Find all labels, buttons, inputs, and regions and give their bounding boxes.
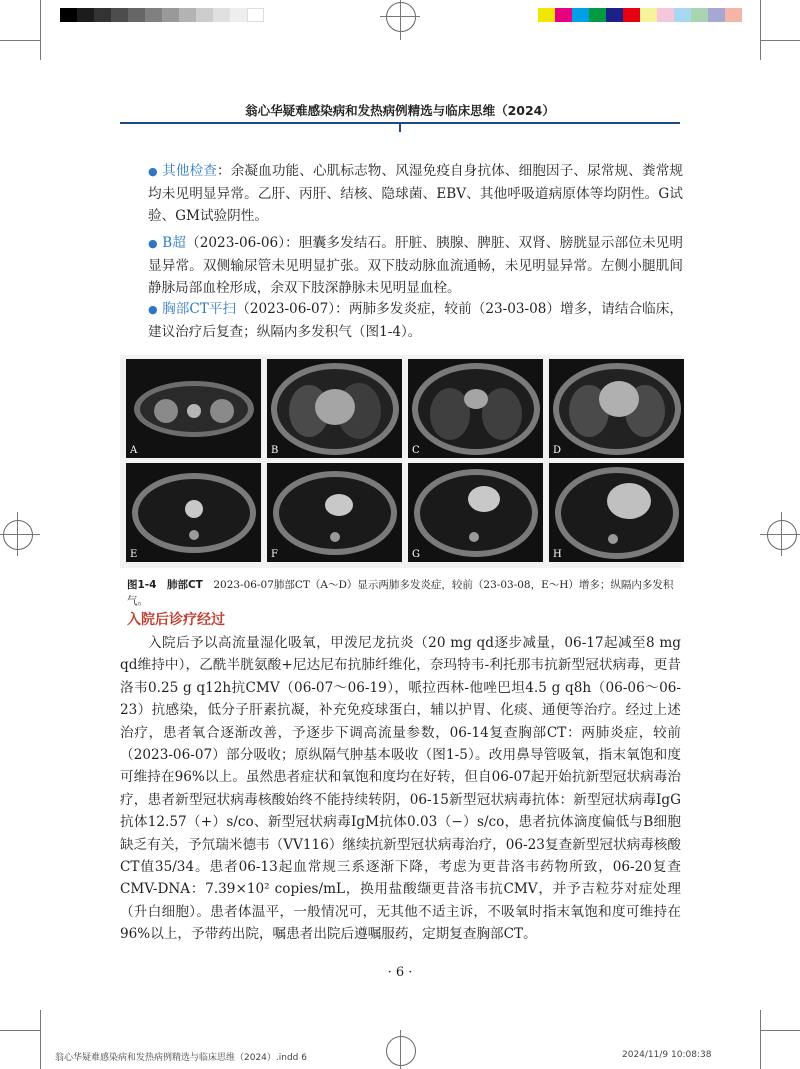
registration-mark-line [400, 1030, 401, 1069]
registration-mark-line [17, 512, 18, 556]
crop-mark [40, 0, 41, 60]
registration-mark [767, 520, 797, 550]
ct-panel-b [267, 359, 402, 458]
header-tick [399, 123, 401, 132]
footer-timestamp: 2024/11/9 10:08:38 [622, 1050, 712, 1060]
crop-mark [760, 1010, 761, 1069]
registration-mark-line [0, 534, 40, 535]
registration-mark [3, 520, 33, 550]
footer-file-info: 翁心华疑难感染病和发热病例精选与临床思维（2024）.indd 6 [55, 1053, 307, 1063]
figure-caption-text: 2023-06-07肺部CT（A～D）显示两肺多发炎症，较前（23-03-08，E～H）增多；纵隔内多发积气。 [127, 579, 674, 607]
crop-mark [0, 1030, 40, 1031]
grayscale-calibration-bar [60, 8, 264, 22]
crop-mark [760, 0, 761, 60]
panel-label: B [271, 445, 279, 456]
registration-mark-line [400, 0, 401, 40]
figure-caption-label: 图1-4 肺部CT [127, 579, 203, 591]
color-calibration-bar [538, 8, 742, 22]
exam-paragraph-ultrasound [148, 232, 683, 299]
ct-panel-c [408, 359, 543, 458]
panel-label: F [271, 549, 278, 560]
exam-paragraph-chest-ct [148, 298, 683, 343]
registration-mark [386, 1036, 416, 1066]
ct-figure [120, 355, 682, 568]
section-heading: 入院后诊疗经过 [127, 612, 225, 628]
crop-mark [760, 40, 800, 41]
exam-paragraph-other [148, 160, 683, 227]
bullet-icon: ● [148, 237, 158, 250]
panel-label: E [130, 549, 138, 560]
exam-label: 胸部CT平扫 [162, 301, 237, 317]
registration-mark [386, 2, 416, 32]
running-header: 翁心华疑难感染病和发热病例精选与临床思维（2024） [245, 103, 555, 118]
treatment-course-text: 入院后予以高流量湿化吸氧，甲泼尼龙抗炎（20 mg qd逐步减量，06-17起减至8 mg qd维持中），乙酰半胱氨酸+尼达尼布抗肺纤维化，奈玛特韦-利托那韦抗新型冠状病毒，更昔洛韦0.25 g q12h抗CMV（06-07～06-19），哌拉西林-他唑巴坦4.5 g q8h（06-06～06-23）抗感染，低分子肝素抗凝，补充免疫球蛋白，辅以护胃、化痰、通便等治疗。经过上述治疗，患者氧合逐渐改善，予逐步下调高流量参数，06-14复查胸部CT：两肺炎症，较前（2023-06-07）部分吸收；原纵隔气肿基本吸收（图1-5）。改用鼻导管吸氧，指末氧饱和度可维持在96%以上。虽然患者症状和氧饱和度均在好转，但自06-07起开始抗新型冠状病毒治疗，患者新型冠状病毒核酸始终不能持续转阴，06-15新型冠状病毒抗体：新型冠状病毒IgG抗体12.57（+）s/co、新型冠状病毒IgM抗体0.03（−）s/co，患者抗体滴度偏低与B细胞缺乏有关，予氘瑞米德韦（VV116）继续抗新型冠状病毒治疗，06-23复查新型冠状病毒核酸CT值35/34。患者06-13起血常规三系逐渐下降，考虑为更昔洛韦药物所致，06-20复查CMV-DNA：7.39×10² copies/mL，换用盐酸缬更昔洛韦抗CMV，并予吉粒芬对症处理（升白细胞）。患者体温平，一般情况可，无其他不适主诉，不吸氧时指末氧饱和度可维持在96%以上，予带药出院，嘱患者出院后遵嘱服药，定期复查胸部CT。 [120, 635, 681, 943]
panel-label: C [412, 445, 420, 456]
ct-panel-h [549, 463, 684, 562]
exam-label: B超 [162, 235, 187, 251]
ct-panel-a [126, 359, 261, 458]
ct-panel-g [408, 463, 543, 562]
page-number: · 6 · [387, 965, 413, 980]
registration-mark-line [760, 534, 800, 535]
registration-mark-line [380, 16, 420, 17]
bullet-icon: ● [148, 165, 158, 178]
panel-label: G [412, 549, 420, 560]
crop-mark [40, 1010, 41, 1069]
ct-panel-d [549, 359, 684, 458]
panel-label: H [553, 549, 562, 560]
exam-label: 其他检查 [162, 163, 217, 179]
panel-label: D [553, 445, 562, 456]
ct-panel-f [267, 463, 402, 562]
panel-label: A [130, 445, 138, 456]
bullet-icon: ● [148, 303, 158, 316]
crop-mark [760, 1030, 800, 1031]
figure-caption [127, 577, 687, 609]
exam-text: （2023-06-06）：胆囊多发结石。肝脏、胰腺、脾脏、双肾、膀胱显示部位未见明显异常。双侧输尿管未见明显扩张。双下肢动脉血流通畅，未见明显异常。左侧小腿肌间静脉局部血栓形成，余双下肢深静脉未见明显血栓。 [148, 235, 683, 296]
crop-mark [0, 40, 40, 41]
ct-panel-e [126, 463, 261, 562]
registration-mark-line [781, 512, 782, 556]
exam-text: ：余凝血功能、心肌标志物、风湿免疫自身抗体、细胞因子、尿常规、粪常规均未见明显异常。乙肝、丙肝、结核、隐球菌、EBV、其他呼吸道病原体等均阴性。G试验、GM试验阴性。 [148, 163, 683, 224]
exam-text: （2023-06-07）：两肺多发炎症，较前（23-03-08）增多，请结合临床，建议治疗后复查；纵隔内多发积气（图1-4）。 [148, 301, 684, 340]
